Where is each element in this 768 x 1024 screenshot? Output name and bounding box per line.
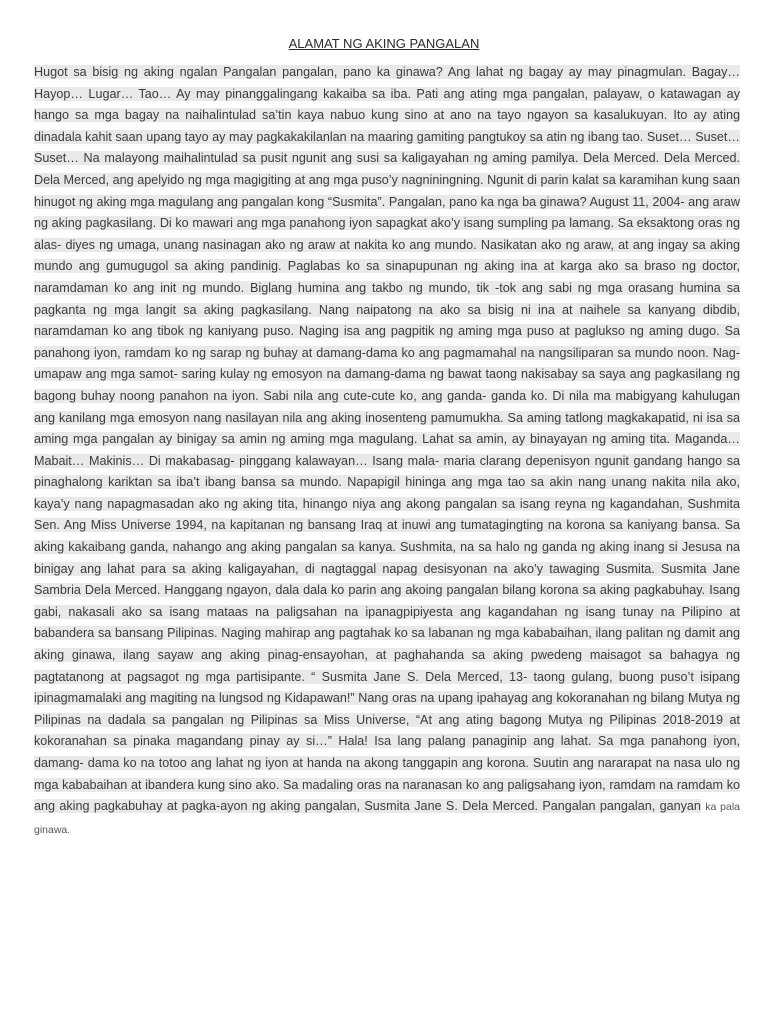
body-tail: ka pala ginawa. (34, 801, 741, 836)
document-title: ALAMAT NG AKING PANGALAN (288, 36, 480, 51)
document-body (34, 62, 740, 841)
document-title-wrapper (0, 36, 768, 51)
body-paragraph: Hugot sa bisig ng aking ngalan Pangalan pangalan, pano ka ginawa? Ang lahat ng bagay ay may pinagmulan. Bagay… Hayop… Lugar… Tao… Ay may pinanggalingang kakaiba sa iba. Pati ang ating mga pangalan, palayaw, o katawagan ay hango sa mga bagay na naihalintulad sa’tin kaya nabuo kung sino at ano na tayo ngayon sa kasalukuyan. Ito ay ating dinadala kahit saan upang tayo ay may pagkakakilanlan na maaring gamiting pangtukoy sa atin ng ibang tao. Suset… Suset… Suset… Na malayong maihalintulad sa pusit ngunit ang susi sa kaligayahan ng aming pamilya. Dela Merced. Dela Merced. Dela Merced, ang apelyido ng mga magigiting at ang mga puso’y nagniningning. Ngunit di parin kalat sa karamihan kung saan hinugot ng aking mga magulang ang pangalan kong “Susmita”. Pangalan, pano ka nga ba ginawa? August 11, 2004- ang araw ng aking pagkasilang. Di ko mawari ang mga panahong iyon sapagkat ako’y isang sumpling pa lamang. Sa eksaktong oras ng alas- diyes ng umaga, unang nasinagan ako ng araw at nakita ko ang mundo. Nasikatan ako ng araw, at ang ingay sa aking mundo ang gumugugol sa aking pandinig. Paglabas ko sa sinapupunan ng aking ina at karga ako sa braso ng doctor, naramdaman ko ang init ng mundo. Biglang humina ang takbo ng mundo, tik -tok ang sabi ng mga orasang humina sa pagkanta ng mga langit sa aking pagkasilang. Nang naipatong na ako sa bisig ni ina at naihele sa kanyang dibdib, naramdaman ko ang tibok ng kaniyang puso. Naging isa ang pagpitik ng aming mga puso at paglukso ng aming dugo. Sa panahong iyon, ramdam ko ng sarap ng buhay at damang-dama ko ang pagmamahal na nangsiliparan sa mundo noon. Nag-umapaw ang mga samot- saring kulay ng emosyon na damang-dama ng bawat taong nakisabay sa saya ang pagkasilang ng bagong buhay noong panahon na iyon. Sabi nila ang cute-cute ko, ang ganda- ganda ko. Di nila ma mabigyang kahulugan ang kanilang mga emosyon nang nasilayan nila ang aking inosenteng pamumukha. Sa aming tatlong magkakapatid, ni isa sa aming mga pangalan ay binigay sa amin ng aming mga magulang. Lahat sa amin, ay binayayan ng aming tita. Maganda… Mabait… Makinis… Di makabasag- pinggang kalawayan… Isang mala- maria clarang depenisyon ngunit gandang hango sa pinaghalong kariktan sa iba’t ibang bansa sa mundo. Napapigil hininga ang mga tao sa akin nang unang nakita nila ako, kaya’y nang napagmasadan ako ng aking tita, hinango niya ang akong pangalan sa isang reyna ng kagandahan, Sushmita Sen. Ang Miss Universe 1994, na kapitanan ng bansang Iraq at inuwi ang tumatagingting na korona sa kaniyang bansa. Sa aking kakaibang ganda, nahango ang aking pangalan sa kanya. Sushmita, na sa halo ng ganda ng aking inang si Jesusa na binigay ang lahat para sa aking kaligayahan, di nagtaggal napag desisyonan na ako’y tawaging Susmita. Susmita Jane Sambria Dela Merced. Hanggang ngayon, dala dala ko parin ang akoing pangalan bilang korona sa aking pagkabuhay. Isang gabi, nakasali ako sa isang mataas na paligsahan na ipanagpipiyesta ang kagandahan ng isang tunay na Pilipino at babandera sa bansang Pilipinas. Naging mahirap ang pagtahak ko sa labanan ng mga kababaihan, ilang palitan ng damit ang aking ginawa, ilang sayaw ang aking pinag-ensayohan, at paghahanda sa aking pwedeng maisagot sa bahagya ng pagtatanong at pagsagot ng mga partisipante. “ Susmita Jane S. Dela Merced, 13- taong gulang, buong puso’t isipang ipinagmamalaki ang magiting na lungsod ng Kidapawan!” Nang oras na upang ipahayag ang kokoranahan ng bilang Mutya ng Pilipinas na dadala sa pangalan ng Pilipinas sa Miss Universe, “At ang ating bagong Mutya ng Pilipinas 2018-2019 at kokoranahan sa pinaka magandang pinay ay si…” Hala! Isa lang palang panaginip ang lahat. Sa mga panahong iyon, damang- dama ko na totoo ang lahat ng iyon at handa na akong tanggapin ang korona. Suutin ang nararapat na nasa ulo ng mga kababaihan at ibandera kung sino ako. Sa madaling oras na naranasan ko ang paligsahang iyon, ramdam na ramdam ko ang aking pagkabuhay at pagka-ayon ng aking pangalan, Susmita Jane S. Dela Merced. Pangalan pangalan, ganyan (34, 65, 740, 814)
